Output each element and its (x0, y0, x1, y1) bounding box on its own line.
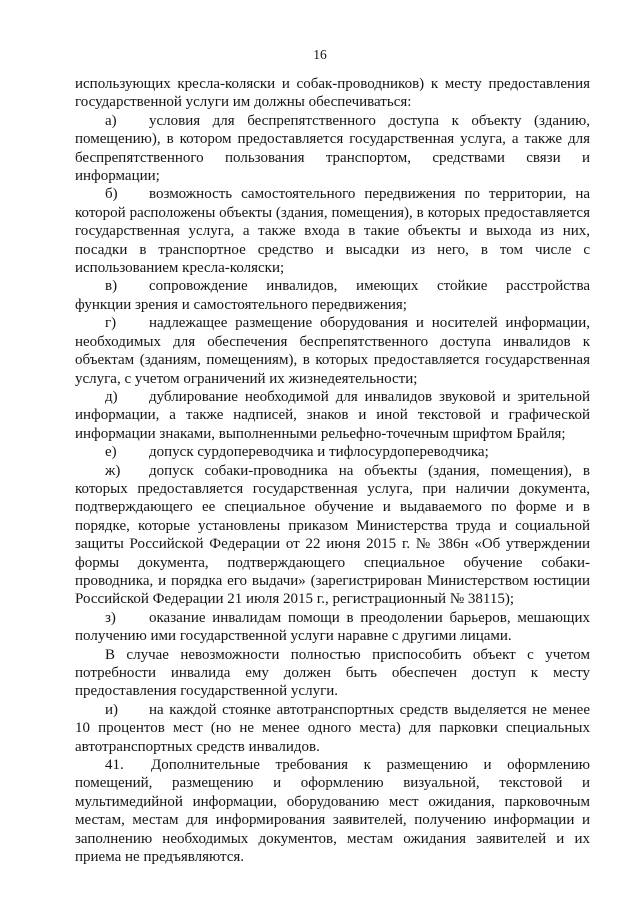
paragraph-text: на каждой стоянке автотранспортных средств выделяется не менее 10 процентов мест (но не менее одного места) для парковки специальных автотранспортных средств инвалидов. (75, 701, 590, 755)
list-item-v (75, 277, 590, 314)
list-marker: и) (105, 701, 119, 718)
paragraph-text: возможность самостоятельного передвижения по территории, на которой расположены объекты (здания, помещения), в которых предоставляется государственная услуга, а также входа в такие объекты и выхода из них, посадки в транспортное средство и высадки из него, в том числе с использованием кресла-коляски; (75, 186, 590, 277)
list-marker: д) (105, 388, 118, 405)
list-marker: б) (105, 186, 118, 203)
paragraph-text: дублирование необходимой для инвалидов звуковой и зрительной информации, а также надписей, знаков и иной текстовой и графической информации знаками, выполненными рельефно-точечным шрифтом Брайля; (75, 388, 590, 442)
list-marker: г) (105, 315, 117, 332)
list-item-zh (75, 462, 590, 609)
paragraph-text: надлежащее размещение оборудования и носителей информации, необходимых для обеспечения беспрепятственного доступа инвалидов к объектам (зданиям, помещениям), в которых предоставляется государственная услуга, с учетом ограничений их жизнедеятельности; (75, 315, 590, 387)
section-number: 41. (105, 757, 124, 774)
list-marker: в) (105, 278, 118, 295)
paragraph-text: использующих кресла-коляски и собак-проводников) к месту предоставления государственной услуги им должны обеспечиваться: (75, 76, 590, 111)
paragraph-text: допуск собаки-проводника на объекты (здания, помещения), в которых предоставляется государственная услуга, при наличии документа, подтверждающего ее специальное обучение и выдаваемого по форме и в порядке, которые установлены приказом Министерства труда и социальной защиты Российской Федерации от 22 июня 2015 г. № 386н «Об утверждении формы документа, подтверждающего специальное обучение собаки-проводника, и порядка его выдачи» (зарегистрирован Министерством юстиции Российской Федерации 21 июля 2015 г., регистрационный № 38115); (75, 462, 590, 608)
section-41 (75, 756, 590, 866)
list-item-g (75, 314, 590, 388)
document-body (75, 75, 590, 866)
list-item-a (75, 112, 590, 186)
paragraph-text: сопровождение инвалидов, имеющих стойкие расстройства функции зрения и самостоятельного передвижения; (75, 278, 590, 313)
page-number: 16 (313, 47, 327, 62)
paragraph-intro (75, 75, 590, 112)
list-item-z (75, 609, 590, 646)
paragraph-text: условия для беспрепятственного доступа к объекту (зданию, помещению), в котором предоставляется государственная услуга, а также для беспрепятственного пользования транспортом, средствами связи и информации; (75, 112, 590, 185)
list-marker: а) (105, 112, 117, 129)
list-item-i (75, 701, 590, 756)
list-item-e (75, 443, 590, 461)
list-marker: ж) (105, 462, 121, 479)
paragraph-exception (75, 646, 590, 701)
list-marker: е) (105, 444, 117, 461)
paragraph-text: оказание инвалидам помощи в преодолении барьеров, мешающих получению ими государственной услуги наравне с другими лицами. (75, 609, 590, 645)
paragraph-text: Дополнительные требования к размещению и оформлению помещений, размещению и оформлению визуальной, текстовой и мультимедийной информации, оборудованию мест ожидания, парковочным местам, местам для информирования заявителей, получению информации и заполнению необходимых документов, местам ожидания заявителей и их приема не предъявляются. (75, 757, 590, 866)
list-marker: з) (105, 609, 116, 626)
list-item-b (75, 185, 590, 277)
paragraph-text: В случае невозможности полностью приспособить объект с учетом потребности инвалида ему должен быть обеспечен доступ к месту предоставления государственной услуги. (75, 646, 590, 700)
list-item-d (75, 388, 590, 443)
paragraph-text: допуск сурдопереводчика и тифлосурдопереводчика; (149, 444, 489, 461)
